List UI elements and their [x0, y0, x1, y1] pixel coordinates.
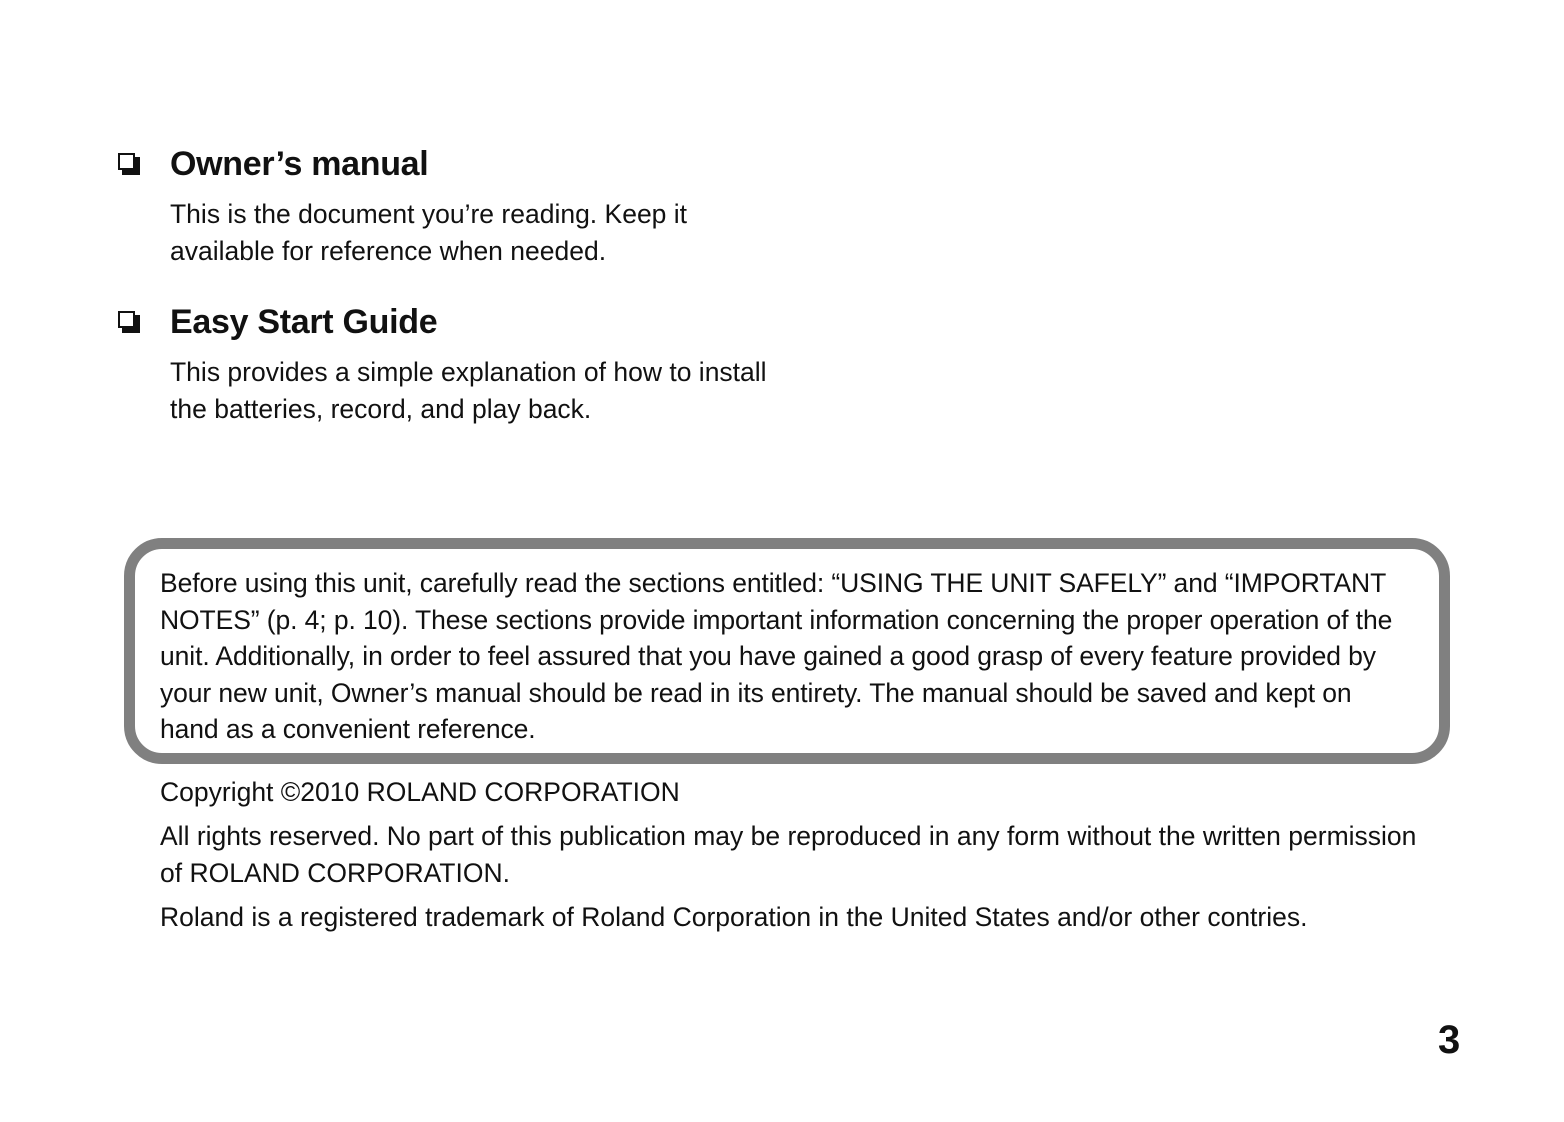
section-easy-start-guide	[118, 300, 818, 428]
section-heading	[118, 300, 818, 344]
rights-statement: All rights reserved. No part of this publication may be reproduced in any form without the written permission of ROLAND CORPORATION.	[160, 821, 1417, 888]
safety-notice-box: Before using this unit, carefully read the sections entitled: “USING THE UNIT SAFELY” and “IMPORTANT NOTES” (p. 4; p. 10). These sections provide important information concerning the proper operation of the unit. Additionally, in order to feel assured that you have gained a good grasp of every feature provided by your new unit, Owner’s manual should be read in its entirety. The manual should be saved and kept on hand as a convenient reference.	[124, 538, 1450, 764]
section-heading	[118, 142, 818, 186]
section-title: Easy Start Guide	[170, 302, 438, 341]
section-description: This provides a simple explanation of how to install the batteries, record, and play back.	[170, 357, 767, 424]
trademark-statement: Roland is a registered trademark of Roland Corporation in the United States and/or other contries.	[160, 902, 1308, 932]
checkbox-icon	[118, 153, 140, 175]
copyright-line: Copyright ©2010 ROLAND CORPORATION	[160, 777, 680, 807]
copyright-block	[160, 774, 1420, 943]
checkbox-icon	[118, 311, 140, 333]
page-number: 3	[1438, 1018, 1461, 1062]
section-owners-manual	[118, 142, 818, 270]
section-description: This is the document you’re reading. Keep it available for reference when needed.	[170, 199, 688, 266]
section-title: Owner’s manual	[170, 144, 429, 183]
